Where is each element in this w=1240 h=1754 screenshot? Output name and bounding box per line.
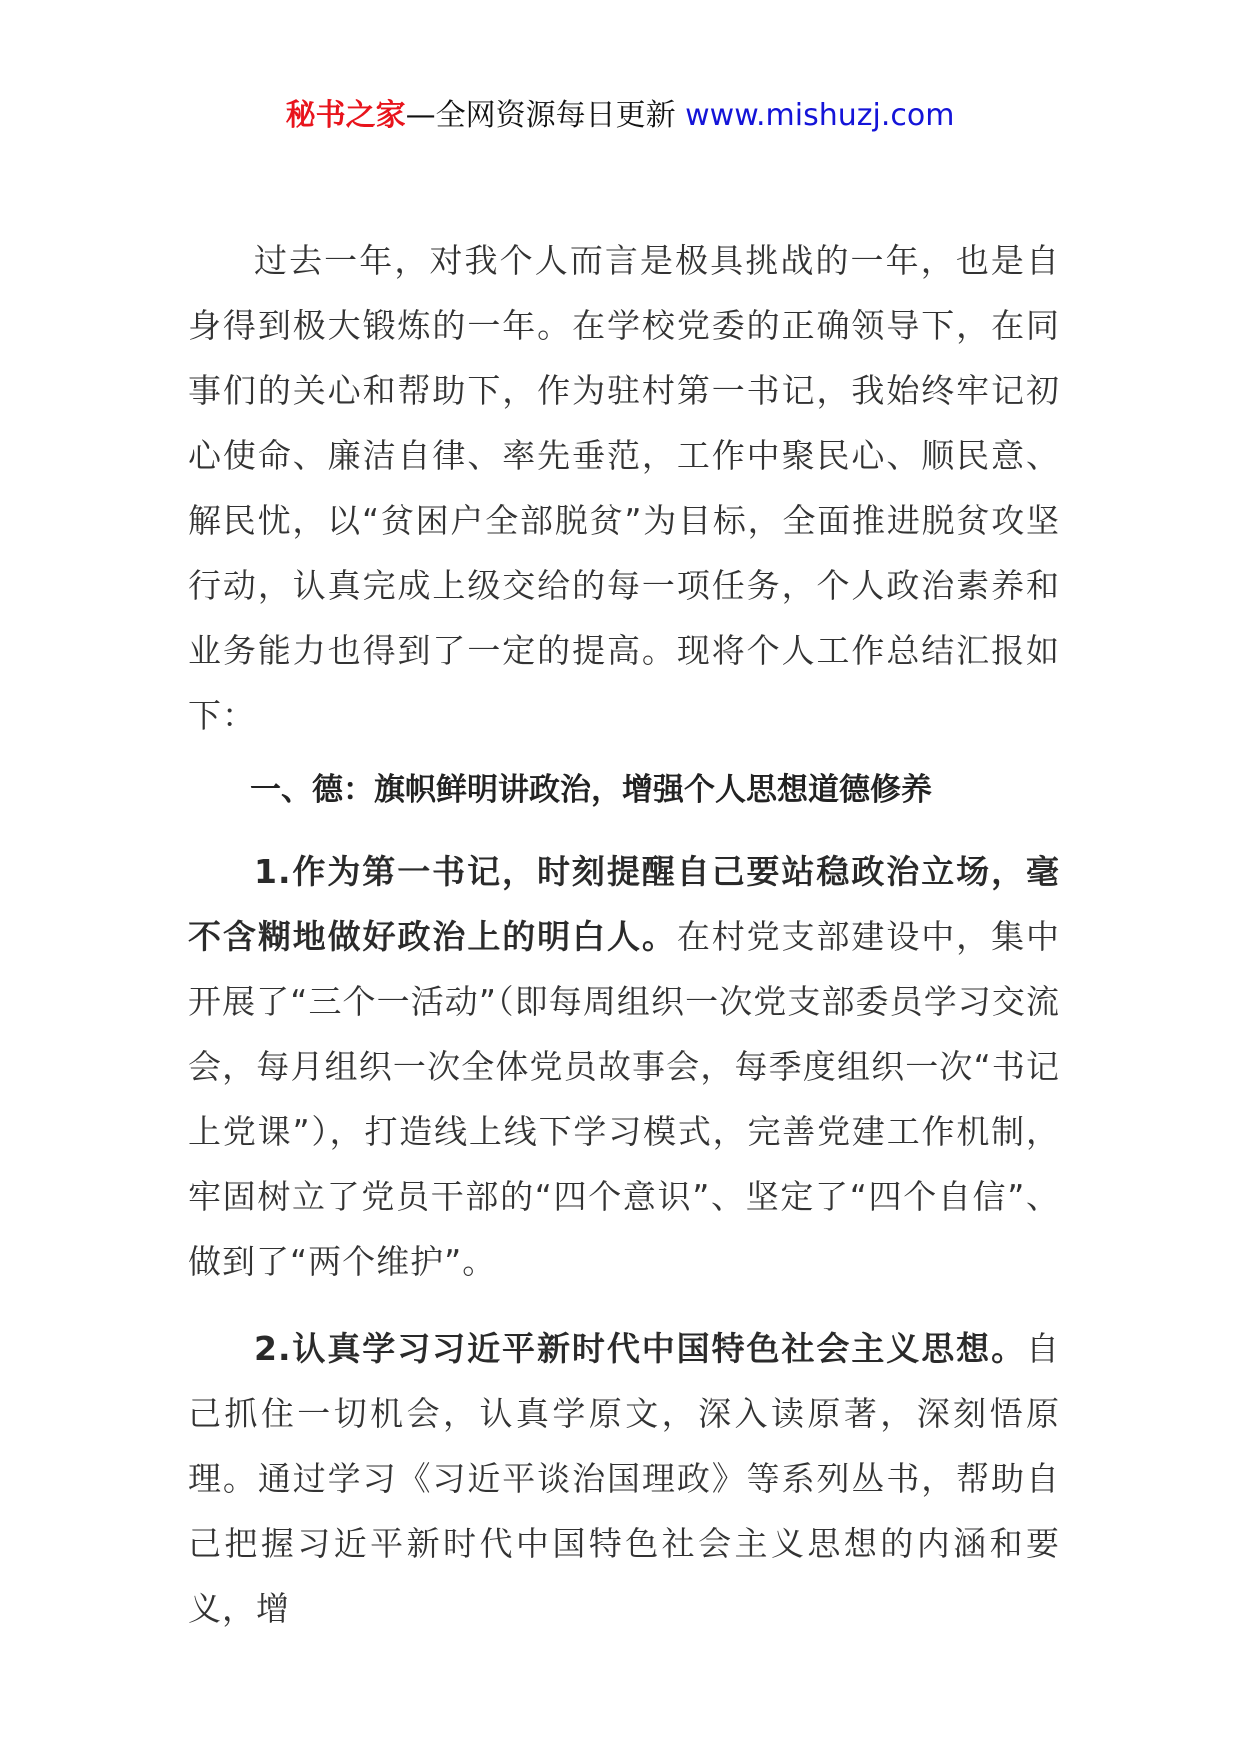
item-1-lead: 1.作为第一书记，时刻提醒自己要站稳政治立场，毫不含糊地做好政治上的明白人。 bbox=[188, 852, 1060, 956]
site-url-link[interactable]: www.mishuzj.com bbox=[685, 98, 955, 133]
item-2-paragraph bbox=[188, 1316, 1060, 1641]
intro-paragraph: 过去一年，对我个人而言是极具挑战的一年，也是自身得到极大锻炼的一年。在学校党委的正确领导下，在同事们的关心和帮助下，作为驻村第一书记，我始终牢记初心使命、廉洁自律、率先垂范，工作中聚民心、顺民意、解民忧，以“贫困户全部脱贫”为目标，全面推进脱贫攻坚行动，认真完成上级交给的每一项任务，个人政治素养和业务能力也得到了一定的提高。现将个人工作总结汇报如下： bbox=[188, 241, 1060, 735]
brand-name: 秘书之家 bbox=[285, 98, 406, 133]
item-2-lead: 2.认真学习习近平新时代中国特色社会主义思想。 bbox=[254, 1329, 1026, 1368]
section-heading-1: 一、德：旗帜鲜明讲政治，增强个人思想道德修养 bbox=[250, 772, 932, 808]
item-1-body: 在村党支部建设中，集中开展了“三个一活动”（即每周组织一次党支部委员学习交流会，每月组织一次全体党员故事会，每季度组织一次“书记上党课”），打造线上线下学习模式，完善党建工作机制，牢固树立了党员干部的“四个意识”、坚定了“四个自信”、做到了“两个维护”。 bbox=[188, 917, 1061, 1281]
site-header bbox=[0, 98, 1240, 134]
header-slogan: —全网资源每日更新 bbox=[405, 98, 686, 133]
item-1-paragraph bbox=[188, 839, 1060, 1294]
document-body bbox=[188, 228, 1060, 1641]
item-2-body: 自己抓住一切机会，认真学原文，深入读原著，深刻悟原理。通过学习《习近平谈治国理政》等系列丛书，帮助自己把握习近平新时代中国特色社会主义思想的内涵和要义，增 bbox=[188, 1329, 1060, 1628]
